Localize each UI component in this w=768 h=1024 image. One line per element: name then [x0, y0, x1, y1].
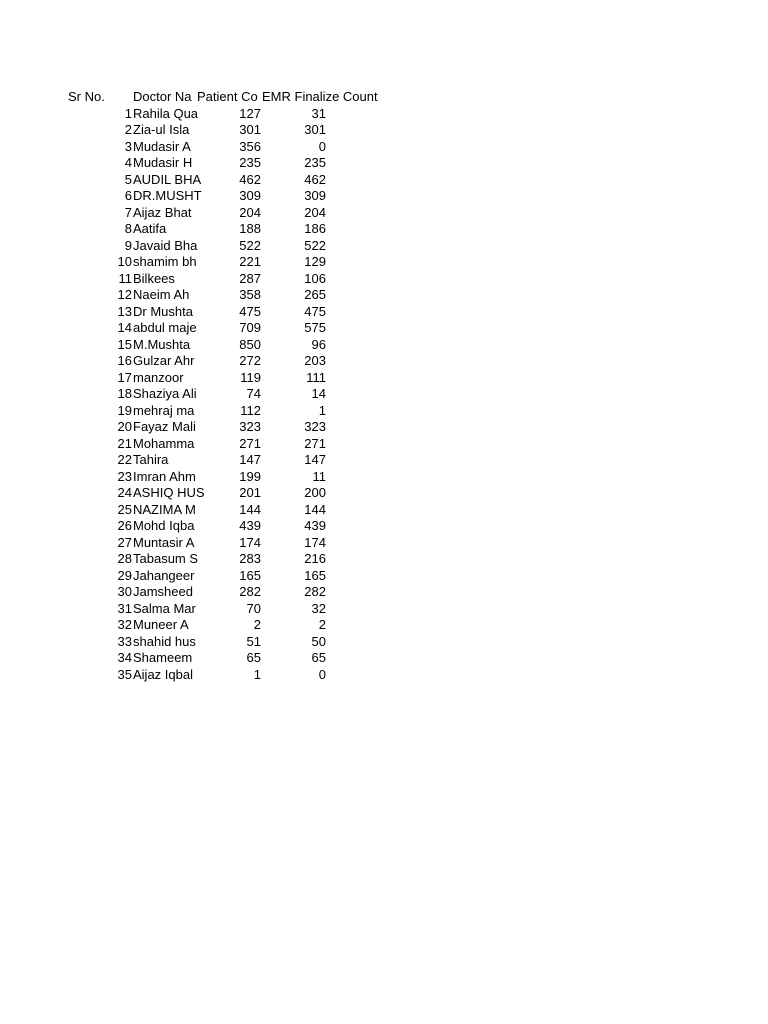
sr-no-cell: 9	[124, 237, 132, 253]
doctor-name-cell: Gulzar Ahr	[133, 353, 195, 368]
sr-no-cell: 23	[117, 468, 132, 484]
sr-no-cell: 17	[117, 369, 132, 385]
doctor-name-cell: Tahira	[133, 452, 169, 467]
emr-finalize-count-cell: 111	[306, 369, 326, 385]
sr-no-cell: 25	[117, 501, 132, 517]
doctor-name-cell: mehraj ma	[133, 402, 195, 418]
doctor-name-cell: shamim bh	[133, 254, 197, 269]
patient-count-cell: 709	[239, 320, 261, 335]
patient-count-cell: 119	[240, 369, 261, 385]
doctor-name-cell: Jahangeer	[133, 567, 195, 583]
emr-finalize-count-cell: 309	[304, 188, 326, 203]
sr-no-cell: 4	[124, 155, 132, 170]
emr-finalize-count-cell: 265	[304, 287, 326, 302]
doctor-name-cell: Dr Mushta	[133, 303, 193, 319]
doctor-name-cell: Imran Ahm	[133, 468, 196, 484]
sr-no-cell: 22	[117, 452, 132, 467]
patient-count-cell: 51	[246, 633, 261, 649]
sr-no-cell: 6	[124, 188, 132, 203]
patient-count-cell: 287	[239, 270, 261, 286]
patient-count-cell: 204	[239, 204, 261, 220]
emr-finalize-count-cell: 106	[304, 270, 326, 286]
sr-no-cell: 13	[117, 303, 132, 319]
header-sr-no: Sr No.	[68, 89, 105, 104]
doctor-name-cell: AUDIL BHA	[133, 171, 202, 187]
doctor-name-cell: Shaziya Ali	[133, 386, 197, 401]
patient-count-cell: 199	[239, 468, 261, 484]
patient-count-cell: 74	[246, 386, 261, 401]
emr-finalize-count-cell: 200	[304, 485, 326, 500]
emr-finalize-count-cell: 439	[304, 518, 326, 533]
doctor-name-cell: Javaid Bha	[133, 237, 198, 253]
doctor-name-cell: Shameem	[133, 650, 193, 665]
patient-count-cell: 221	[239, 254, 261, 269]
emr-finalize-count-cell: 165	[304, 567, 326, 583]
patient-count-cell: 358	[239, 287, 261, 302]
emr-finalize-count-cell: 129	[304, 254, 326, 269]
sr-no-cell: 29	[117, 567, 132, 583]
sr-no-cell: 28	[117, 551, 132, 566]
doctor-name-cell: DR.MUSHT	[133, 188, 202, 203]
emr-finalize-count-cell: 462	[304, 171, 326, 187]
doctor-name-cell: NAZIMA M	[133, 501, 196, 517]
sr-no-cell: 11	[118, 270, 132, 286]
patient-count-cell: 235	[239, 155, 261, 170]
sr-no-cell: 20	[117, 419, 132, 434]
sr-no-cell: 18	[117, 386, 132, 401]
patient-count-cell: 850	[239, 336, 261, 352]
header-doctor-name: Doctor Na	[133, 89, 192, 104]
sr-no-cell: 5	[124, 171, 132, 187]
patient-count-cell: 144	[239, 501, 261, 517]
patient-count-cell: 323	[239, 419, 261, 434]
emr-finalize-count-cell: 271	[304, 435, 326, 451]
emr-finalize-count-cell: 235	[304, 155, 326, 170]
emr-finalize-count-cell: 475	[304, 303, 326, 319]
emr-finalize-count-cell: 31	[311, 105, 326, 121]
doctor-name-cell: Jamsheed	[133, 584, 193, 599]
patient-count-cell: 147	[239, 452, 261, 467]
doctor-name-cell: manzoor	[133, 369, 184, 385]
emr-finalize-count-cell: 144	[304, 501, 326, 517]
doctor-name-cell: Mohd Iqba	[133, 518, 195, 533]
patient-count-cell: 475	[239, 303, 261, 319]
doctor-name-cell: Aijaz Bhat	[133, 204, 192, 220]
sr-no-cell: 31	[117, 600, 132, 616]
emr-finalize-count-cell: 216	[304, 551, 326, 566]
emr-finalize-count-cell: 0	[318, 138, 326, 154]
patient-count-cell: 188	[239, 221, 261, 236]
sr-no-cell: 3	[124, 138, 132, 154]
doctor-name-cell: Muneer A	[133, 617, 189, 632]
patient-count-cell: 1	[253, 666, 261, 682]
sr-no-cell: 26	[117, 518, 132, 533]
sr-no-cell: 35	[117, 666, 132, 682]
sr-no-cell: 8	[124, 221, 132, 236]
patient-count-cell: 283	[239, 551, 261, 566]
doctor-name-cell: Aijaz Iqbal	[133, 666, 193, 682]
patient-count-cell: 462	[239, 171, 261, 187]
sr-no-cell: 30	[117, 584, 132, 599]
doctor-name-cell: Muntasir A	[133, 534, 195, 550]
doctor-name-cell: M.Mushta	[133, 336, 191, 352]
sr-no-cell: 1	[124, 105, 132, 121]
emr-finalize-count-cell: 65	[311, 650, 326, 665]
emr-finalize-count-cell: 147	[304, 452, 326, 467]
emr-finalize-count-cell: 186	[304, 221, 326, 236]
patient-count-cell: 301	[239, 122, 261, 137]
patient-count-cell: 2	[253, 617, 261, 632]
doctor-name-cell: abdul maje	[133, 320, 197, 335]
sr-no-cell: 32	[117, 617, 132, 632]
emr-finalize-count-cell: 1	[318, 402, 326, 418]
doctor-name-cell: Rahila Qua	[133, 105, 199, 121]
sr-no-cell: 16	[117, 353, 132, 368]
sr-no-cell: 14	[117, 320, 132, 335]
emr-finalize-count-cell: 14	[311, 386, 326, 401]
doctor-name-cell: Mudasir H	[133, 155, 193, 170]
sr-no-cell: 33	[117, 633, 132, 649]
doctor-name-cell: ASHIQ HUS	[133, 485, 205, 500]
patient-count-cell: 356	[239, 138, 261, 154]
sr-no-cell: 24	[117, 485, 132, 500]
header-patient-count: Patient Co	[197, 89, 258, 104]
emr-finalize-count-cell: 0	[318, 666, 326, 682]
emr-finalize-count-cell: 204	[304, 204, 326, 220]
sr-no-cell: 10	[117, 254, 132, 269]
patient-count-cell: 127	[239, 105, 261, 121]
patient-count-cell: 174	[239, 534, 261, 550]
patient-count-cell: 309	[239, 188, 261, 203]
patient-count-cell: 522	[239, 237, 261, 253]
emr-finalize-count-cell: 282	[304, 584, 326, 599]
sr-no-cell: 15	[117, 336, 132, 352]
emr-finalize-count-cell: 11	[312, 468, 326, 484]
patient-count-cell: 271	[239, 435, 261, 451]
emr-finalize-count-cell: 301	[304, 122, 326, 137]
doctor-name-cell: Aatifa	[133, 221, 167, 236]
emr-finalize-count-cell: 32	[311, 600, 326, 616]
sr-no-cell: 34	[117, 650, 132, 665]
patient-count-cell: 70	[246, 600, 261, 616]
doctor-name-cell: Fayaz Mali	[133, 419, 196, 434]
patient-count-cell: 272	[239, 353, 261, 368]
patient-count-cell: 201	[239, 485, 261, 500]
sr-no-cell: 12	[117, 287, 132, 302]
doctor-name-cell: Salma Mar	[133, 600, 196, 616]
doctor-name-cell: Zia-ul Isla	[133, 122, 190, 137]
emr-finalize-count-cell: 96	[311, 336, 326, 352]
emr-finalize-count-cell: 522	[304, 237, 326, 253]
doctor-name-cell: Naeim Ah	[133, 287, 190, 302]
emr-finalize-count-cell: 323	[304, 419, 326, 434]
patient-count-cell: 282	[239, 584, 261, 599]
patient-count-cell: 439	[239, 518, 261, 533]
emr-finalize-count-cell: 575	[304, 320, 326, 335]
emr-finalize-count-cell: 50	[311, 633, 326, 649]
emr-finalize-count-cell: 203	[304, 353, 326, 368]
patient-count-cell: 112	[240, 402, 261, 418]
doctor-name-cell: Mudasir A	[133, 138, 191, 154]
sr-no-cell: 21	[117, 435, 132, 451]
sr-no-cell: 19	[117, 402, 132, 418]
sr-no-cell: 27	[117, 534, 132, 550]
doctor-name-cell: Bilkees	[133, 270, 175, 286]
patient-count-cell: 165	[239, 567, 261, 583]
doctor-name-cell: shahid hus	[133, 633, 196, 649]
patient-count-cell: 65	[246, 650, 261, 665]
emr-finalize-count-cell: 174	[304, 534, 326, 550]
sr-no-cell: 7	[124, 204, 132, 220]
doctor-name-cell: Mohamma	[133, 435, 195, 451]
sr-no-cell: 2	[124, 122, 132, 137]
doctor-name-cell: Tabasum S	[133, 551, 199, 566]
emr-finalize-count-cell: 2	[318, 617, 326, 632]
header-emr-finalize-count: EMR Finalize Count	[262, 89, 378, 104]
